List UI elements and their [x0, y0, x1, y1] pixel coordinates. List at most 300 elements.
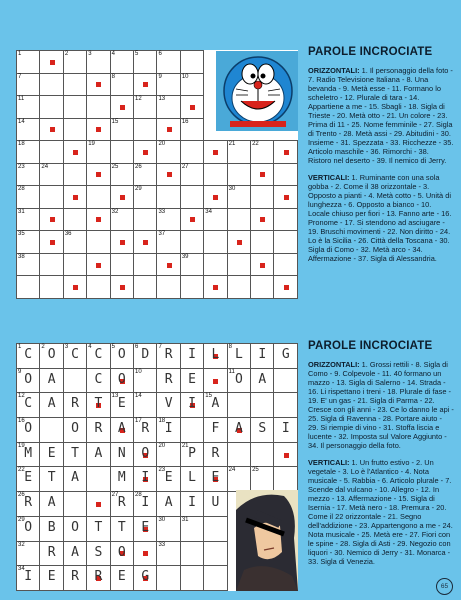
- grid-cell[interactable]: [63, 541, 86, 566]
- grid-cell[interactable]: [227, 418, 250, 443]
- grid-row: [17, 442, 298, 467]
- grid-cell[interactable]: [40, 186, 63, 209]
- grid-cell[interactable]: [157, 186, 180, 209]
- grid-cell[interactable]: [134, 96, 157, 119]
- cell-number: 29: [135, 186, 142, 193]
- grid-cell[interactable]: [63, 73, 86, 96]
- grid-cell[interactable]: [157, 163, 180, 186]
- grid-cell[interactable]: [87, 276, 110, 299]
- grid-cell[interactable]: [134, 467, 157, 492]
- grid-cell[interactable]: [40, 368, 63, 393]
- grid-cell[interactable]: [134, 231, 157, 254]
- grid-cell[interactable]: [110, 231, 133, 254]
- grid-cell[interactable]: [110, 344, 133, 369]
- grid-cell[interactable]: [227, 276, 250, 299]
- grid-cell[interactable]: [87, 418, 110, 443]
- cell-number: 18: [18, 141, 25, 148]
- grid-cell[interactable]: [180, 51, 203, 74]
- grid-cell[interactable]: [40, 467, 63, 492]
- grid-cell[interactable]: [40, 566, 63, 591]
- grid-cell[interactable]: [87, 492, 110, 517]
- grid-cell[interactable]: [17, 96, 40, 119]
- grid-cell[interactable]: [204, 516, 227, 541]
- grid-cell[interactable]: [17, 208, 40, 231]
- grid-cell[interactable]: [251, 208, 274, 231]
- handwritten-letter: R: [47, 544, 56, 560]
- cell-number: 17: [135, 418, 142, 425]
- grid-cell[interactable]: [251, 276, 274, 299]
- grid-cell[interactable]: [204, 368, 227, 393]
- grid-cell[interactable]: [251, 467, 274, 492]
- grid-cell[interactable]: [17, 118, 40, 141]
- doraemon-photo: [216, 51, 298, 131]
- grid-cell[interactable]: [17, 163, 40, 186]
- grid-cell[interactable]: [63, 393, 86, 418]
- cell-number: 27: [111, 492, 119, 499]
- grid-cell[interactable]: [157, 516, 180, 541]
- grid-cell[interactable]: [204, 253, 227, 276]
- grid-cell[interactable]: [157, 253, 180, 276]
- grid-cell[interactable]: [134, 118, 157, 141]
- grid-cell[interactable]: [227, 231, 250, 254]
- handwritten-letter: E: [164, 470, 173, 486]
- grid-cell[interactable]: [204, 231, 227, 254]
- grid-cell[interactable]: [204, 208, 227, 231]
- grid-cell[interactable]: [180, 418, 203, 443]
- grid-cell[interactable]: [274, 418, 298, 443]
- grid-cell[interactable]: [40, 73, 63, 96]
- grid-cell[interactable]: [87, 442, 110, 467]
- grid-cell[interactable]: [17, 253, 40, 276]
- grid-cell[interactable]: [110, 442, 133, 467]
- cell-number: 5: [111, 344, 115, 350]
- handwritten-letter: R: [71, 396, 79, 412]
- grid-cell[interactable]: [157, 118, 180, 141]
- handwritten-letter: A: [211, 396, 220, 412]
- grid-cell[interactable]: [87, 231, 110, 254]
- black-square: [167, 263, 172, 268]
- grid-cell[interactable]: [134, 492, 157, 517]
- grid-cell[interactable]: [157, 541, 180, 566]
- grid-cell[interactable]: [157, 344, 180, 369]
- grid-cell[interactable]: [204, 393, 227, 418]
- grid-cell[interactable]: [63, 208, 86, 231]
- grid-cell[interactable]: [17, 442, 40, 467]
- grid-cell[interactable]: [40, 442, 63, 467]
- grid-cell[interactable]: [63, 141, 86, 164]
- grid-cell[interactable]: [110, 541, 133, 566]
- grid-cell[interactable]: [17, 276, 40, 299]
- grid-cell[interactable]: [17, 492, 40, 517]
- grid-cell[interactable]: [63, 516, 86, 541]
- grid-cell[interactable]: [40, 141, 63, 164]
- cell-number: 2: [41, 344, 45, 350]
- grid-cell[interactable]: [251, 186, 274, 209]
- grid-cell[interactable]: [274, 163, 298, 186]
- grid-cell[interactable]: [63, 163, 86, 186]
- grid-cell[interactable]: [134, 393, 157, 418]
- grid-cell[interactable]: [87, 393, 110, 418]
- grid-cell[interactable]: [110, 163, 133, 186]
- handwritten-letter: S: [94, 544, 103, 560]
- grid-cell[interactable]: [17, 516, 40, 541]
- handwritten-letter: C: [24, 347, 33, 362]
- grid-cell[interactable]: [204, 163, 227, 186]
- grid-cell[interactable]: [227, 467, 250, 492]
- grid-cell[interactable]: [157, 51, 180, 74]
- grid-cell[interactable]: [63, 566, 86, 591]
- black-square: [96, 217, 101, 222]
- grid-cell[interactable]: [17, 186, 40, 209]
- grid-cell[interactable]: [274, 141, 298, 164]
- grid-cell[interactable]: [251, 141, 274, 164]
- black-square: [50, 60, 55, 65]
- grid-cell[interactable]: [204, 141, 227, 164]
- handwritten-letter: V: [164, 396, 173, 412]
- grid-cell[interactable]: [157, 141, 180, 164]
- cell-number: 19: [88, 141, 95, 148]
- grid-cell[interactable]: [40, 276, 63, 299]
- handwritten-letter: O: [117, 371, 126, 387]
- handwritten-letter: E: [141, 519, 150, 535]
- puzzle-2-title: PAROLE INCROCIATE: [308, 340, 433, 352]
- cell-number: 7: [158, 344, 162, 350]
- grid-cell[interactable]: [63, 253, 86, 276]
- grid-cell[interactable]: [180, 467, 203, 492]
- grid-cell[interactable]: [134, 566, 157, 591]
- grid-cell[interactable]: [40, 516, 63, 541]
- handwritten-letter: T: [94, 396, 103, 412]
- down-clues-2: [308, 458, 454, 566]
- grid-cell[interactable]: [17, 51, 40, 74]
- grid-cell[interactable]: [134, 141, 157, 164]
- grid-cell[interactable]: [110, 96, 133, 119]
- cell-number: 15: [205, 393, 212, 400]
- grid-cell[interactable]: [63, 492, 86, 517]
- grid-cell[interactable]: [40, 208, 63, 231]
- grid-cell[interactable]: [40, 492, 63, 517]
- grid-cell[interactable]: [40, 393, 63, 418]
- grid-cell[interactable]: [180, 163, 203, 186]
- cell-number: 20: [158, 141, 166, 148]
- grid-cell[interactable]: [40, 344, 63, 369]
- handwritten-letter: F: [211, 421, 220, 437]
- cell-number: 27: [181, 163, 189, 170]
- grid-cell[interactable]: [227, 163, 250, 186]
- grid-cell[interactable]: [17, 231, 40, 254]
- grid-cell[interactable]: [87, 541, 110, 566]
- grid-cell[interactable]: [180, 492, 203, 517]
- grid-cell[interactable]: [63, 467, 86, 492]
- grid-cell[interactable]: [87, 163, 110, 186]
- grid-cell[interactable]: [157, 467, 180, 492]
- cell-number: 21: [181, 442, 189, 449]
- cell-number: 22: [18, 467, 25, 474]
- grid-cell[interactable]: [17, 541, 40, 566]
- grid-cell[interactable]: [274, 208, 298, 231]
- grid-cell[interactable]: [87, 73, 110, 96]
- grid-cell[interactable]: [134, 344, 157, 369]
- cell-number: 10: [135, 368, 142, 375]
- cell-number: 4: [88, 344, 92, 350]
- handwritten-letter: R: [71, 569, 79, 585]
- grid-cell[interactable]: [63, 118, 86, 141]
- grid-cell[interactable]: [17, 418, 40, 443]
- grid-cell[interactable]: [87, 51, 110, 74]
- grid-cell[interactable]: [274, 467, 298, 492]
- grid-cell[interactable]: [63, 418, 86, 443]
- black-square: [120, 105, 125, 110]
- grid-cell[interactable]: [40, 253, 63, 276]
- grid-cell[interactable]: [180, 276, 203, 299]
- grid-cell[interactable]: [110, 208, 133, 231]
- grid-cell[interactable]: [17, 73, 40, 96]
- grid-cell[interactable]: [87, 208, 110, 231]
- grid-cell[interactable]: [274, 344, 298, 369]
- grid-cell[interactable]: [227, 141, 250, 164]
- handwritten-letter: T: [94, 519, 103, 535]
- grid-cell[interactable]: [40, 163, 63, 186]
- grid-cell[interactable]: [204, 276, 227, 299]
- grid-cell[interactable]: [157, 73, 180, 96]
- grid-cell[interactable]: [110, 492, 133, 517]
- grid-cell[interactable]: [274, 253, 298, 276]
- grid-cell[interactable]: [274, 393, 298, 418]
- black-square: [50, 217, 55, 222]
- grid-cell[interactable]: [134, 516, 157, 541]
- grid-cell[interactable]: [87, 516, 110, 541]
- grid-cell[interactable]: [204, 492, 227, 517]
- grid-cell[interactable]: [157, 231, 180, 254]
- handwritten-letter: A: [47, 371, 56, 387]
- grid-cell[interactable]: [87, 118, 110, 141]
- grid-cell[interactable]: [63, 368, 86, 393]
- grid-cell[interactable]: [251, 253, 274, 276]
- black-square: [213, 379, 218, 384]
- grid-cell[interactable]: [17, 393, 40, 418]
- grid-row: [17, 344, 298, 369]
- down-label-1: VERTICALI:: [308, 173, 350, 182]
- grid-cell[interactable]: [251, 344, 274, 369]
- cell-number: 25: [111, 163, 119, 170]
- grid-cell[interactable]: [180, 96, 203, 119]
- grid-cell[interactable]: [17, 566, 40, 591]
- grid-cell[interactable]: [87, 368, 110, 393]
- grid-cell[interactable]: [157, 566, 180, 591]
- grid-cell[interactable]: [40, 96, 63, 119]
- grid-cell[interactable]: [251, 368, 274, 393]
- grid-cell[interactable]: [157, 393, 180, 418]
- grid-cell[interactable]: [204, 186, 227, 209]
- grid-cell[interactable]: [110, 566, 133, 591]
- cell-number: 3: [88, 51, 92, 57]
- grid-cell[interactable]: [157, 276, 180, 299]
- grid-cell[interactable]: [134, 208, 157, 231]
- grid-cell[interactable]: [87, 344, 110, 369]
- grid-cell[interactable]: [274, 186, 298, 209]
- black-square: [50, 127, 55, 132]
- cell-number: 6: [158, 51, 162, 57]
- grid-cell[interactable]: [134, 276, 157, 299]
- grid-cell[interactable]: [274, 231, 298, 254]
- grid-cell[interactable]: [63, 186, 86, 209]
- grid-cell[interactable]: [63, 96, 86, 119]
- black-square: [260, 217, 265, 222]
- grid-row: [17, 141, 298, 164]
- grid-cell[interactable]: [110, 73, 133, 96]
- grid-cell[interactable]: [17, 368, 40, 393]
- grid-cell[interactable]: [180, 541, 203, 566]
- grid-cell[interactable]: [251, 163, 274, 186]
- grid-cell[interactable]: [110, 516, 133, 541]
- grid-cell[interactable]: [180, 566, 203, 591]
- black-square: [143, 240, 148, 245]
- cell-number: 7: [18, 73, 22, 80]
- black-square: [120, 240, 125, 245]
- doraemon-picture: [216, 51, 298, 131]
- grid-cell[interactable]: [134, 368, 157, 393]
- grid-cell[interactable]: [204, 344, 227, 369]
- handwritten-letter: C: [94, 347, 103, 362]
- grid-cell[interactable]: [17, 467, 40, 492]
- grid-cell[interactable]: [40, 51, 63, 74]
- grid-cell[interactable]: [40, 418, 63, 443]
- cell-number: 8: [111, 73, 115, 80]
- grid-cell[interactable]: [134, 418, 157, 443]
- black-square: [260, 263, 265, 268]
- grid-cell[interactable]: [274, 442, 298, 467]
- grid-cell[interactable]: [110, 467, 133, 492]
- grid-cell[interactable]: [134, 541, 157, 566]
- cell-number: 33: [158, 208, 166, 215]
- grid-cell[interactable]: [227, 253, 250, 276]
- grid-cell[interactable]: [180, 253, 203, 276]
- grid-cell[interactable]: [251, 442, 274, 467]
- grid-row: [17, 276, 298, 299]
- handwritten-letter: I: [281, 421, 290, 437]
- grid-cell[interactable]: [110, 141, 133, 164]
- cell-number: 23: [18, 163, 25, 170]
- grid-cell[interactable]: [157, 208, 180, 231]
- grid-cell[interactable]: [17, 344, 40, 369]
- cell-number: 14: [18, 118, 25, 125]
- grid-cell[interactable]: [204, 418, 227, 443]
- grid-cell[interactable]: [110, 118, 133, 141]
- grid-cell[interactable]: [180, 141, 203, 164]
- grid-cell[interactable]: [63, 442, 86, 467]
- black-square: [190, 217, 195, 222]
- grid-cell[interactable]: [204, 566, 227, 591]
- grid-cell[interactable]: [251, 231, 274, 254]
- grid-cell[interactable]: [227, 393, 250, 418]
- black-square: [73, 195, 78, 200]
- grid-cell[interactable]: [40, 118, 63, 141]
- grid-cell[interactable]: [110, 276, 133, 299]
- grid-cell[interactable]: [251, 393, 274, 418]
- grid-cell[interactable]: [157, 368, 180, 393]
- grid-cell[interactable]: [40, 231, 63, 254]
- grid-cell[interactable]: [180, 186, 203, 209]
- grid-cell[interactable]: [180, 516, 203, 541]
- grid-cell[interactable]: [251, 418, 274, 443]
- handwritten-letter: R: [164, 371, 173, 387]
- grid-cell[interactable]: [87, 253, 110, 276]
- grid-cell[interactable]: [110, 253, 133, 276]
- grid-cell[interactable]: [157, 418, 180, 443]
- grid-cell[interactable]: [274, 368, 298, 393]
- grid-cell[interactable]: [180, 231, 203, 254]
- grid-cell[interactable]: [87, 566, 110, 591]
- grid-cell[interactable]: [63, 51, 86, 74]
- grid-cell[interactable]: [204, 541, 227, 566]
- grid-cell[interactable]: [274, 276, 298, 299]
- handwritten-letter: L: [234, 347, 243, 362]
- grid-cell[interactable]: [180, 118, 203, 141]
- grid-cell[interactable]: [157, 96, 180, 119]
- grid-cell[interactable]: [157, 492, 180, 517]
- grid-cell[interactable]: [204, 467, 227, 492]
- grid-cell[interactable]: [180, 442, 203, 467]
- black-square: [50, 240, 55, 245]
- grid-cell[interactable]: [227, 442, 250, 467]
- grid-cell[interactable]: [87, 141, 110, 164]
- grid-cell[interactable]: [180, 393, 203, 418]
- grid-cell[interactable]: [40, 541, 63, 566]
- grid-cell[interactable]: [63, 231, 86, 254]
- grid-cell[interactable]: [87, 186, 110, 209]
- cell-number: 18: [158, 418, 166, 425]
- cell-number: 25: [252, 467, 259, 474]
- black-square: [96, 82, 101, 87]
- grid-cell[interactable]: [157, 442, 180, 467]
- grid-cell[interactable]: [110, 186, 133, 209]
- grid-cell[interactable]: [227, 368, 250, 393]
- grid-cell[interactable]: [180, 368, 203, 393]
- grid-cell[interactable]: [110, 393, 133, 418]
- handwritten-letter: U: [211, 495, 220, 511]
- grid-cell[interactable]: [110, 368, 133, 393]
- grid-cell[interactable]: [180, 73, 203, 96]
- cell-number: 30: [228, 186, 236, 193]
- grid-cell[interactable]: [134, 186, 157, 209]
- grid-cell[interactable]: [227, 186, 250, 209]
- grid-cell[interactable]: [134, 51, 157, 74]
- grid-cell[interactable]: [134, 442, 157, 467]
- grid-cell[interactable]: [63, 276, 86, 299]
- grid-cell[interactable]: [63, 344, 86, 369]
- cell-number: 1: [18, 344, 22, 350]
- handwritten-letter: E: [188, 371, 196, 387]
- grid-cell[interactable]: [110, 418, 133, 443]
- grid-cell[interactable]: [134, 73, 157, 96]
- grid-cell[interactable]: [227, 344, 250, 369]
- grid-cell[interactable]: [134, 253, 157, 276]
- cell-number: 34: [205, 208, 212, 215]
- grid-cell[interactable]: [227, 208, 250, 231]
- handwritten-letter: G: [141, 569, 150, 585]
- grid-cell[interactable]: [180, 344, 203, 369]
- grid-cell[interactable]: [204, 442, 227, 467]
- grid-cell[interactable]: [87, 96, 110, 119]
- across-text-1: 1. Il personaggio della foto - 7. Radio Televisione Italiana - 8. Una bevanda - 9. Metà esse - 11. Formano lo scheletro - 12. Plurale di tara - 14. Appartiene a me - 15. Sbagli - 18. Sigla di Trieste - 20. Metà otto - 21. Un colore - 23. Prima di 11 - 25. Nome femminile - 27. Sigla di Trento - 28. Metà assi - 29. Abitudini - 30. Insieme - 31. Spezzata - 33. Ricchezze - 35. Articolo maschile - 36. Rimorchi - 38. Ristoro nel deserto - 39. Il nemico di Jerry.: [308, 66, 454, 165]
- grid-cell[interactable]: [87, 467, 110, 492]
- grid-cell[interactable]: [180, 208, 203, 231]
- cell-number: 32: [18, 541, 25, 548]
- grid-cell[interactable]: [17, 141, 40, 164]
- grid-cell[interactable]: [110, 51, 133, 74]
- grid-cell[interactable]: [134, 163, 157, 186]
- cell-number: 28: [135, 492, 142, 499]
